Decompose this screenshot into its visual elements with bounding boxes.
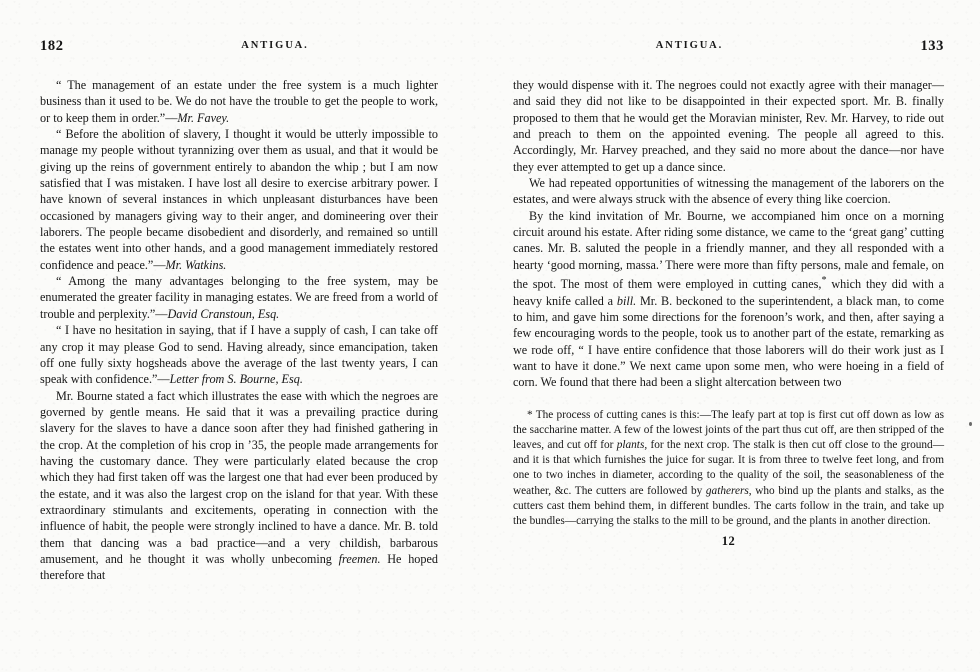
paragraph: Mr. Bourne stated a fact which illustrates the ease with which the negroes are governed by gentle means. He said that it was a prevailing practice during slavery for the slaves to have a dance soon after they had finished gathering in the crop. At the completion of his crop in ’35, the people made arrangements for having the customary dance. They were particularly elated because the crop which they had first taken off was the largest one that had ever been produced by the estate, and it was also the largest crop on the island for that year. With these extraordinary stimulants and excitements, operating in connection with the influence of habit, the people were strongly inclined to have a dance. Mr. B. told them that dancing was a bad practice—and a very childish, barbarous amusement, and he thought it was wholly unbecoming freemen. He hoped therefore that [40,388,438,583]
left-page-headline [40,38,438,68]
footnote-block [513,408,944,550]
paragraph: We had repeated opportunities of witnessing the management of the laborers on the estates, and were always struck with the absence of every thing like coercion. [513,176,944,207]
signature-mark: 12 [721,534,736,549]
paragraph: “ Before the abolition of slavery, I thought it would be utterly impossible to manage my people without tyrannizing over them as usual, and that it would be giving up the reins of government entirely to abandon the whip ; but I am now satisfied that I was mistaken. I have lost all desire to exercise arbitrary power. I have known of several instances in which unpleasant disturbances have been occasioned by managers giving way to their anger, and domineering over their laborers. The people became disobedient and disorderly, and remained so untill the estates went into other hands, and a good management immediately restored confidence and peace.”—Mr. Watkins. [40,127,438,272]
left-running-title: ANTIGUA. [241,40,309,51]
paragraph: “ Among the many advantages belonging to the free system, may be enumerated the greater facility in managing estates. We are freed from a world of trouble and perplexity.”—David Cranstoun, Esq. [40,274,438,321]
paragraph: “ I have no hesitation in saying, that if I have a supply of cash, I can take off any crop it may please God to send. Having already, since emancipation, taken off one fully sixty hogsheads above the average of the last twenty years, I can speak with confidence.”—Letter from S. Bourne, Esq. [40,323,438,387]
paragraph: “ The management of an estate under the free system is a much lighter business than it used to be. We do not have the trouble to get the people to work, or to keep them in order.”—Mr. Favey. [40,78,438,125]
right-page-folio: 133 [920,38,944,54]
scan-artifact-speck [969,422,972,426]
right-page-headline [513,38,944,68]
right-column-body [513,77,944,391]
footnote-text: * The process of cutting canes is this:—The leafy part at top is first cut off down as low as the saccharine matter. A few of the lowest joints of the part thus cut off, are then stripped of the leaves, and cut off for plants, for the next crop. The stalk is then cut off close to the ground—and it is that which furnishes the juice for sugar. It is from three to twelve feet long, and from one to two inches in diameter, according to the quality of the soil, the seasonableness of the weather, &c. The cutters are followed by gatherers, who bind up the plants and stalks, as the cutters cast them behind them, in different bundles. The carts follow in the train, and take up the bundles—carrying the stalks to the mill to be ground, and the plants in another direction. [513,408,944,528]
paragraph: they would dispense with it. The negroes could not exactly agree with their manager—and said they did not like to be disappointed in their expected sport. Mr. B. finally proposed to them that he would get the Moravian minister, Rev. Mr. Harvey, to ride out and preach to them on the appointed evening. The people all agreed to this. Accordingly, Mr. Harvey preached, and they said no more about the dance—nor have they ever attempted to get up a dance since. [513,78,944,174]
left-page-folio: 182 [40,38,64,54]
right-running-title: ANTIGUA. [655,40,724,51]
paragraph: By the kind invitation of Mr. Bourne, we accompianed him once on a morning circuit around his estate. After riding some distance, we came to the ‘great gang’ cutting canes. Mr. B. saluted the people in a friendly manner, and they all responded with a hearty ‘good morning, massa.’ There were more than fifty persons, male and female, on the spot. The most of them were employed in cutting canes,* which they did with a heavy knife called a bill. Mr. B. beckoned to the superintendent, a black man, to come to him, and gave him some directions for the forenoon’s work, and then, after saying a few encouraging words to the people, took us to another part of the estate, remarking as we rode off, “ I have entire confidence that those laborers will do their work just as I want to have it done.” We next came upon some men, who were hoeing in a field of corn. We found that there had been a slight altercation between two [513,208,945,390]
right-page [500,0,980,672]
left-column-body [40,77,438,584]
